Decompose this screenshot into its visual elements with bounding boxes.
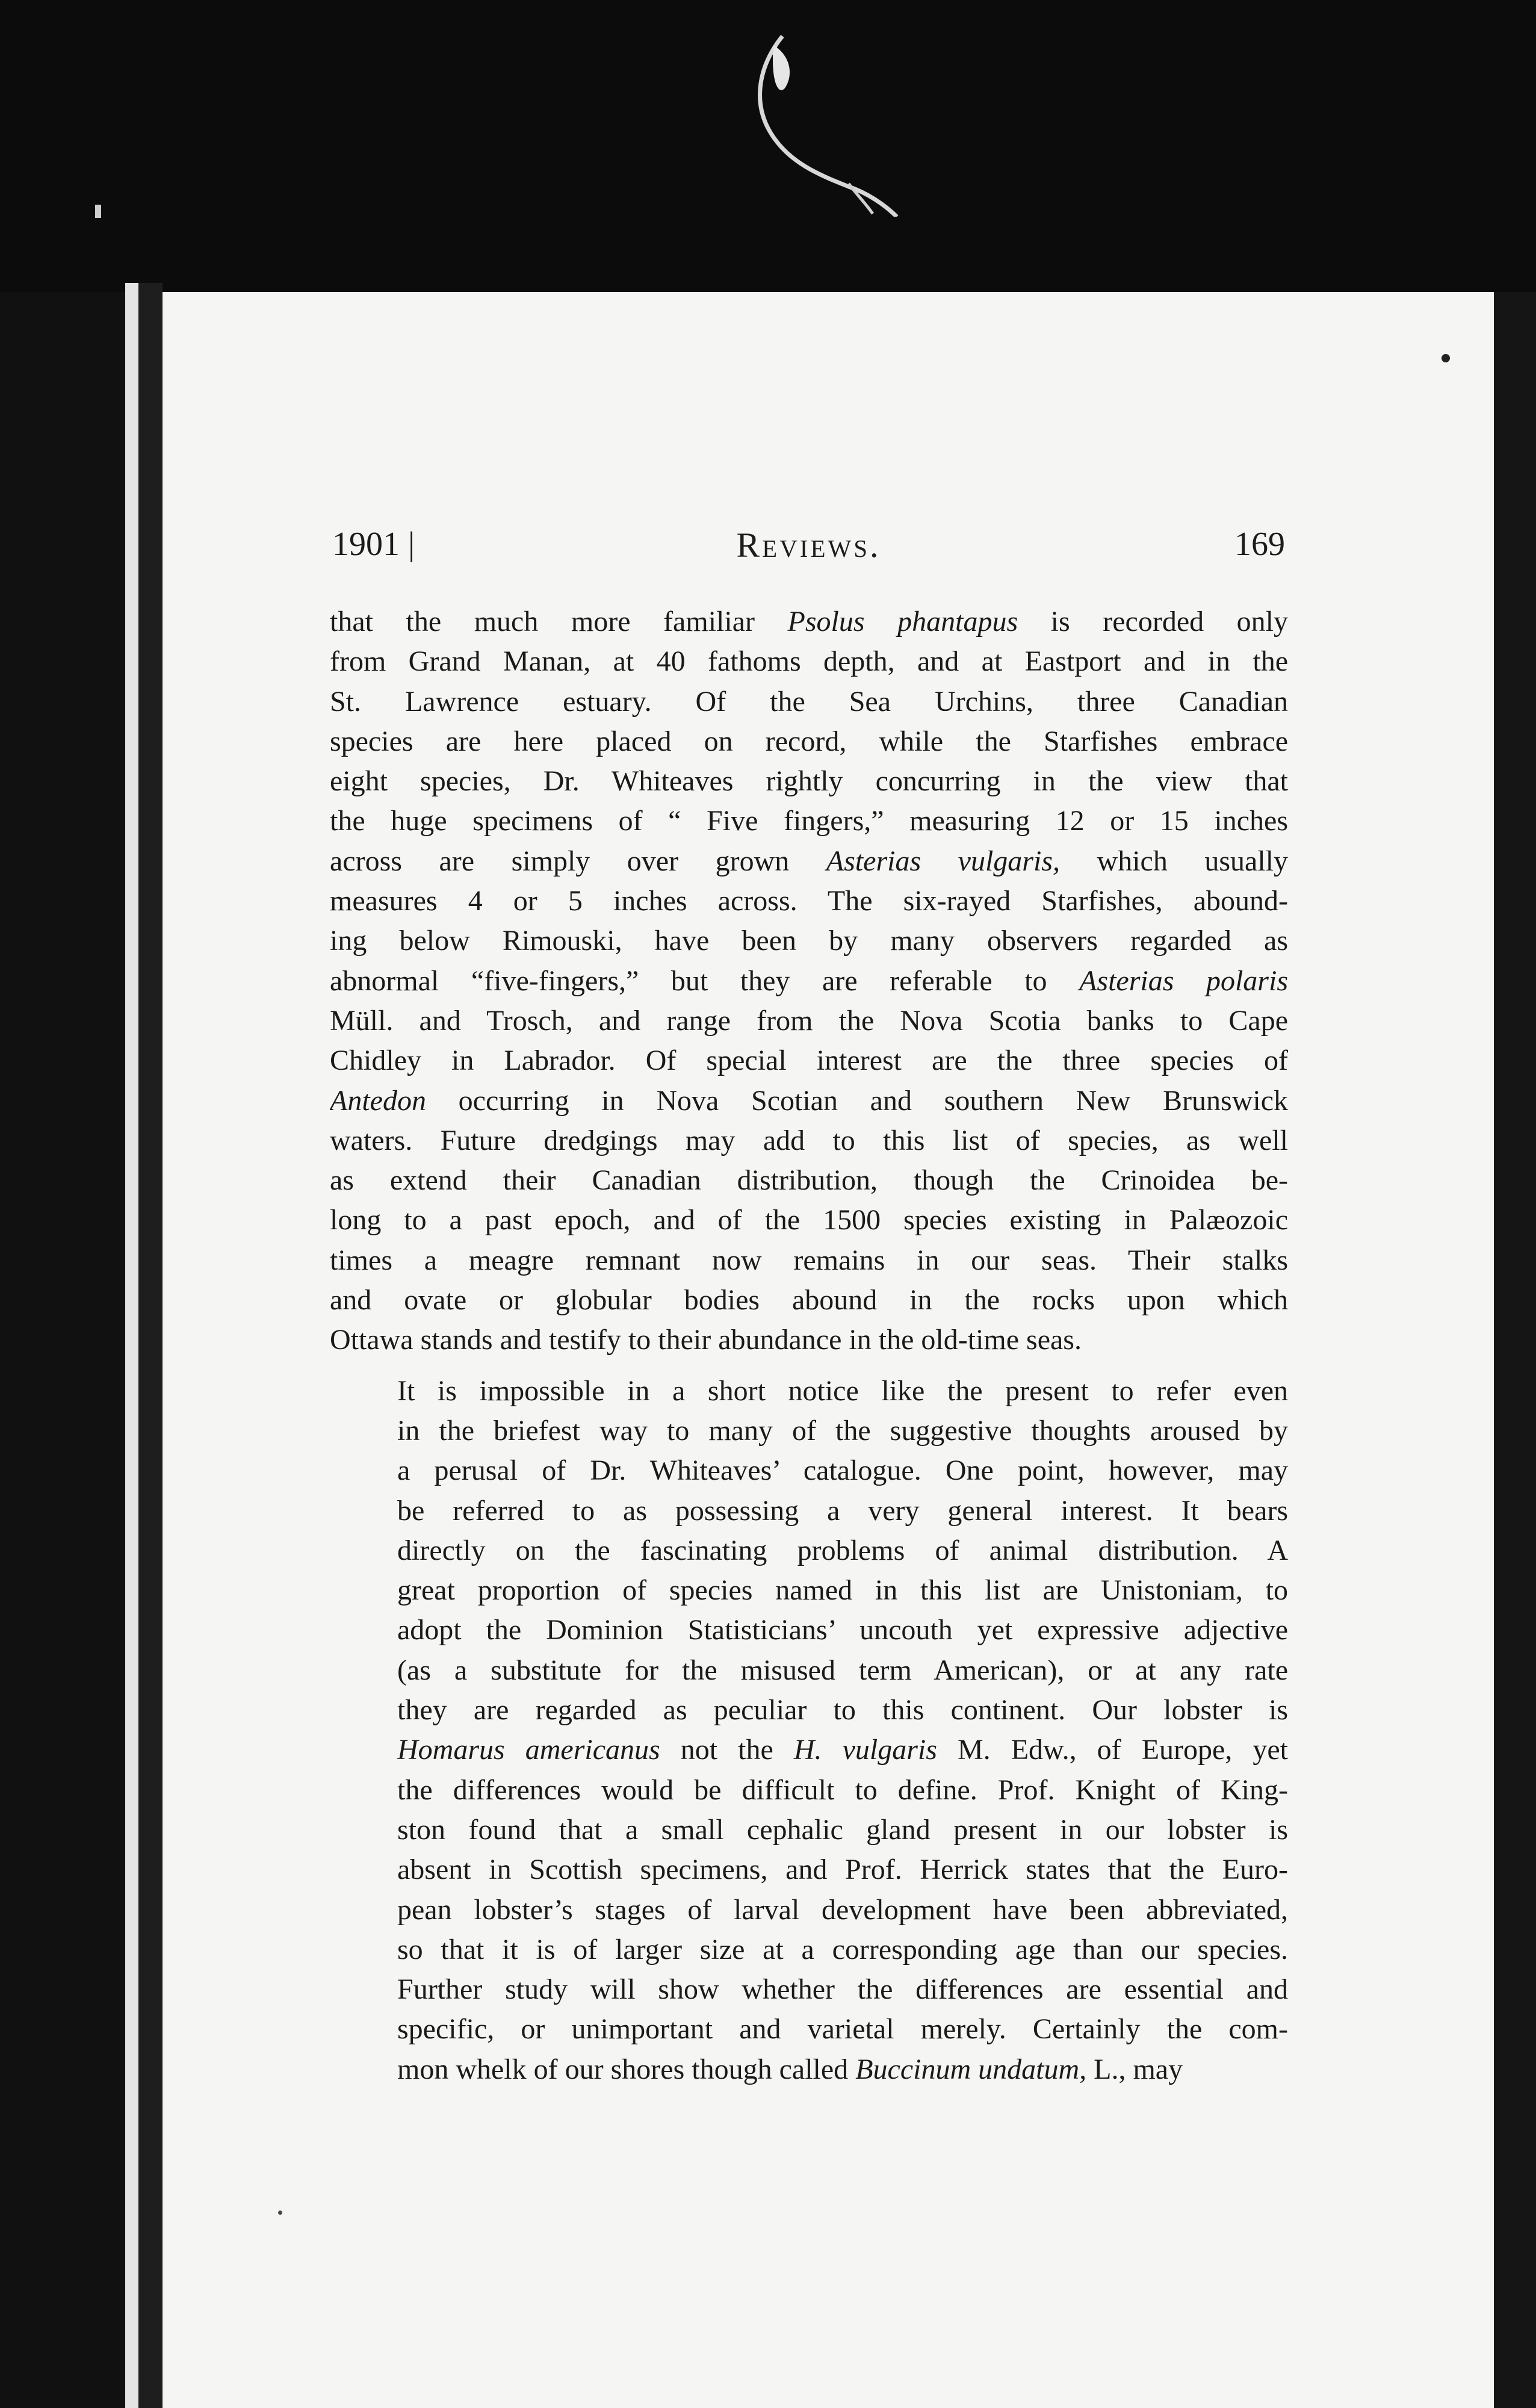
scan-right-edge (1494, 292, 1536, 2408)
text-line: eight species, Dr. Whiteaves rightly concurring in the view that (330, 765, 1288, 798)
text-line: ing below Rimouski, have been by many observers regarded as (330, 925, 1288, 957)
scan-dot (278, 2211, 282, 2215)
text-line: Ottawa stands and testify to their abundance in the old-time seas. (330, 1324, 1082, 1356)
text-line: Chidley in Labrador. Of special interest are the three species of (330, 1044, 1288, 1077)
text-line: mon whelk of our shores though called Buccinum undatum, L., may (397, 2053, 1183, 2085)
running-header (332, 525, 1285, 573)
header-section-title: Reviews. (736, 526, 881, 565)
text-line: pean lobster’s stages of larval development have been abbreviated, (397, 1893, 1288, 1926)
text-line: waters. Future dredgings may add to this list of species, as well (330, 1124, 1288, 1156)
text-line: as extend their Canadian distribution, though the Crinoidea be- (330, 1164, 1288, 1197)
body-text (330, 602, 1288, 2090)
text-line: St. Lawrence estuary. Of the Sea Urchins, three Canadian (330, 685, 1288, 718)
book-spine (138, 283, 163, 2408)
paragraph (330, 602, 1288, 1361)
italic-term: Homarus americanus (397, 1734, 660, 1766)
text-line: adopt the Dominion Statisticians’ uncouth yet expressive adjective (397, 1614, 1288, 1646)
text-line: Antedon occurring in Nova Scotian and southern New Brunswick (330, 1084, 1288, 1117)
text-line: Müll. and Trosch, and range from the Nova Scotia banks to Cape (330, 1004, 1288, 1037)
text-line: across are simply over grown Asterias vulgaris, which usually (330, 845, 1288, 877)
text-line: a perusal of Dr. Whiteaves’ catalogue. One point, however, may (397, 1454, 1288, 1487)
text-line: long to a past epoch, and of the 1500 species existing in Palæozoic (330, 1204, 1288, 1237)
text-line: measures 4 or 5 inches across. The six-rayed Starfishes, abound- (330, 885, 1288, 917)
scan-dot (1442, 354, 1450, 362)
text-line: in the briefest way to many of the suggestive thoughts aroused by (397, 1414, 1288, 1447)
text-line: specific, or unimportant and varietal merely. Certainly the com- (397, 2013, 1288, 2046)
italic-term: Psolus phantapus (787, 606, 1018, 638)
text-line: absent in Scottish specimens, and Prof. Herrick states that the Euro- (397, 1854, 1288, 1886)
text-line: Homarus americanus not the H. vulgaris M. Edw., of Europe, yet (397, 1734, 1288, 1766)
text-line: ston found that a small cephalic gland present in our lobster is (397, 1813, 1288, 1846)
text-line: times a meagre remnant now remains in our seas. Their stalks (330, 1244, 1288, 1276)
text-line: great proportion of species named in this list are Unistoniam, to (397, 1574, 1288, 1607)
header-year: 1901 | (332, 526, 415, 563)
text-line: (as a substitute for the misused term American), or at any rate (397, 1654, 1288, 1686)
text-line: that the much more familiar Psolus phantapus is recorded only (330, 606, 1288, 638)
text-line: It is impossible in a short notice like the present to refer even (397, 1374, 1288, 1407)
scan-speck (95, 205, 101, 218)
text-line: the huge specimens of “ Five fingers,” measuring 12 or 15 inches (330, 805, 1288, 837)
ribbon-marker-icon (746, 30, 915, 217)
italic-term: Asterias polaris (1079, 964, 1288, 997)
italic-term: Asterias vulgaris, (826, 845, 1060, 877)
italic-term: Antedon (330, 1084, 426, 1117)
text-line: Further study will show whether the differences are essential and (397, 1973, 1288, 2006)
page-number: 169 (1234, 526, 1285, 563)
text-line: they are regarded as peculiar to this continent. Our lobster is (397, 1694, 1288, 1727)
text-line: and ovate or globular bodies abound in the rocks upon which (330, 1284, 1288, 1317)
text-line: from Grand Manan, at 40 fathoms depth, and at Eastport and in the (330, 645, 1288, 678)
paragraph (330, 1371, 1288, 2090)
text-line: abnormal “five-fingers,” but they are referable to Asterias polaris (330, 964, 1288, 997)
text-line: be referred to as possessing a very general interest. It bears (397, 1494, 1288, 1527)
text-line: so that it is of larger size at a corresponding age than our species. (397, 1933, 1288, 1966)
italic-term: H. vulgaris (793, 1734, 937, 1766)
italic-term: Buccinum undatum, (855, 2053, 1087, 2085)
text-line: directly on the fascinating problems of animal distribution. A (397, 1534, 1288, 1566)
text-line: species are here placed on record, while the Starfishes embrace (330, 725, 1288, 757)
scan-left-edge (0, 292, 138, 2408)
book-spine-edge (125, 283, 138, 2408)
text-line: the differences would be difficult to define. Prof. Knight of King- (397, 1773, 1288, 1806)
